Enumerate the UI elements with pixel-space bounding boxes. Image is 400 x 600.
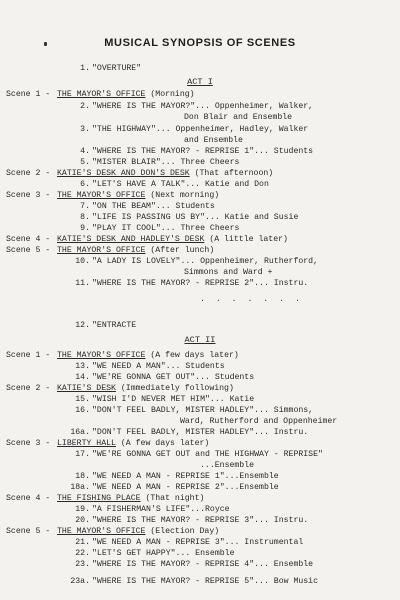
scene-note: (Next morning) bbox=[145, 191, 220, 200]
song-text: "ON THE BEAM"... Students bbox=[92, 202, 215, 211]
scene-note: (After lunch) bbox=[145, 246, 215, 255]
number: 2. bbox=[80, 102, 90, 111]
number-line bbox=[0, 575, 400, 588]
song-text: "WHERE IS THE MAYOR? - REPRISE 1"... Students bbox=[92, 147, 314, 156]
act-label: ACT I bbox=[187, 77, 213, 87]
song-text: "WE'RE GONNA GET OUT"... Students bbox=[92, 373, 255, 382]
scene-label: Scene 4 - bbox=[6, 235, 51, 244]
scene-label: Scene 2 - bbox=[6, 384, 51, 393]
song-text: "THE HIGHWAY"... Oppenheimer, Hadley, Walker bbox=[92, 125, 309, 134]
scene-label: Scene 3 - bbox=[6, 191, 51, 200]
song-text: "PLAY IT COOL"... Three Cheers bbox=[92, 224, 240, 233]
scene-note: (Immediately following) bbox=[115, 384, 234, 393]
number: 18a. bbox=[70, 483, 90, 492]
number-line bbox=[0, 62, 400, 75]
number: 11. bbox=[75, 279, 90, 288]
number: 23. bbox=[75, 560, 90, 569]
scene-label: Scene 2 - bbox=[6, 169, 51, 178]
song-text: "WE'RE GONNA GET OUT and THE HIGHWAY - REPRISE" bbox=[92, 450, 323, 459]
number: 23a. bbox=[70, 577, 90, 586]
song-text: "MISTER BLAIR"... Three Cheers bbox=[92, 158, 240, 167]
song-text-continued: Don Blair and Ensemble bbox=[184, 113, 293, 122]
scene-location: THE MAYOR'S OFFICE bbox=[57, 246, 146, 255]
scene-label: Scene 5 - bbox=[6, 527, 51, 536]
number: 7. bbox=[80, 202, 90, 211]
dots-line bbox=[0, 293, 400, 306]
number-line bbox=[0, 277, 400, 290]
number: 20. bbox=[75, 516, 90, 525]
number-line bbox=[0, 558, 400, 571]
scene-note: (Election Day) bbox=[145, 527, 220, 536]
scene-note: (Morning) bbox=[145, 90, 195, 99]
number: 15. bbox=[75, 395, 90, 404]
number: 19. bbox=[75, 505, 90, 514]
scene-label: Scene 4 - bbox=[6, 494, 51, 503]
song-text-continued: and Ensemble bbox=[184, 136, 243, 145]
scene-location: LIBERTY HALL bbox=[57, 439, 116, 448]
song-text: "LET'S HAVE A TALK"... Katie and Don bbox=[92, 180, 269, 189]
scene-location: KATIE'S DESK bbox=[57, 384, 116, 393]
ellipsis-divider: . . . . . . . bbox=[200, 295, 303, 304]
song-text: "WHERE IS THE MAYOR? - REPRISE 3"... Instru. bbox=[92, 516, 309, 525]
number: 13. bbox=[75, 362, 90, 371]
song-text: "LET'S GET HAPPY"... Ensemble bbox=[92, 549, 235, 558]
number: 16. bbox=[75, 406, 90, 415]
scene-label: Scene 3 - bbox=[6, 439, 51, 448]
song-text: "WISH I'D NEVER MET HIM"... Katie bbox=[92, 395, 255, 404]
number-line bbox=[0, 319, 400, 332]
number: 12. bbox=[75, 321, 90, 330]
number: 5. bbox=[80, 158, 90, 167]
song-text: "A FISHERMAN'S LIFE"...Royce bbox=[92, 505, 230, 514]
number: 1. bbox=[80, 64, 90, 73]
song-text: "WE NEED A MAN"... Students bbox=[92, 362, 225, 371]
number: 4. bbox=[80, 147, 90, 156]
song-text: "A LADY IS LOVELY"... Oppenheimer, Rutherford, bbox=[92, 257, 319, 266]
song-text: "WHERE IS THE MAYOR? - REPRISE 2"... Instru. bbox=[92, 279, 309, 288]
number: 10. bbox=[75, 257, 90, 266]
number: 16a. bbox=[70, 428, 90, 437]
scene-location: THE FISHING PLACE bbox=[57, 494, 141, 503]
song-text-continued: Simmons and Ward + bbox=[184, 268, 273, 277]
song-text-continued: Ward, Rutherford and Oppenheimer bbox=[180, 417, 338, 426]
song-text: "WHERE IS THE MAYOR? - REPRISE 4"... Ensemble bbox=[92, 560, 314, 569]
number: 9. bbox=[80, 224, 90, 233]
act-heading bbox=[0, 334, 400, 347]
number: 21. bbox=[75, 538, 90, 547]
number: 8. bbox=[80, 213, 90, 222]
song-text: "DON'T FEEL BADLY, MISTER HADLEY"... Simmons, bbox=[92, 406, 314, 415]
scene-location: THE MAYOR'S OFFICE bbox=[57, 527, 146, 536]
scene-location: THE MAYOR'S OFFICE bbox=[57, 351, 146, 360]
page-title: MUSICAL SYNOPSIS OF SCENES bbox=[104, 37, 296, 49]
scene-note: (That night) bbox=[140, 494, 205, 503]
scene-note: (A few days later) bbox=[115, 439, 210, 448]
number: 17. bbox=[75, 450, 90, 459]
song-text: "WE NEED A MAN - REPRISE 2"...Ensemble bbox=[92, 483, 279, 492]
song-text: "LIFE IS PASSING US BY"... Katie and Susie bbox=[92, 213, 299, 222]
number: 6. bbox=[80, 180, 90, 189]
song-text: "WE NEED A MAN - REPRISE 1"...Ensemble bbox=[92, 472, 279, 481]
song-text: "WE NEED A MAN - REPRISE 3"... Instrumental bbox=[92, 538, 304, 547]
scene-label: Scene 5 - bbox=[6, 246, 51, 255]
song-text-continued: ...Ensemble bbox=[200, 461, 255, 470]
scene-note: (That afternoon) bbox=[189, 169, 274, 178]
song-text: "WHERE IS THE MAYOR?"... Oppenheimer, Walker, bbox=[92, 102, 314, 111]
scene-location: KATIE'S DESK AND DON'S DESK bbox=[57, 169, 190, 178]
number: 18. bbox=[75, 472, 90, 481]
scene-note: (A few days later) bbox=[145, 351, 239, 360]
number: 22. bbox=[75, 549, 90, 558]
scene-label: Scene 1 - bbox=[6, 351, 51, 360]
scene-note: (A little later) bbox=[204, 235, 288, 244]
scene-location: KATIE'S DESK AND HADLEY'S DESK bbox=[57, 235, 205, 244]
song-text: "OVERTURE" bbox=[92, 64, 142, 73]
scene-location: THE MAYOR'S OFFICE bbox=[57, 191, 146, 200]
number: 14. bbox=[75, 373, 90, 382]
scene-location: THE MAYOR'S OFFICE bbox=[57, 90, 146, 99]
song-text: "WHERE IS THE MAYOR? - REPRISE 5"... Bow Music bbox=[92, 577, 319, 586]
song-text: "DON'T FEEL BADLY, MISTER HADLEY"... Instru. bbox=[92, 428, 309, 437]
scene-label: Scene 1 - bbox=[6, 90, 51, 99]
number: 3. bbox=[80, 125, 90, 134]
song-text: "ENTRACTE bbox=[92, 321, 137, 330]
act-label: ACT II bbox=[184, 335, 216, 345]
